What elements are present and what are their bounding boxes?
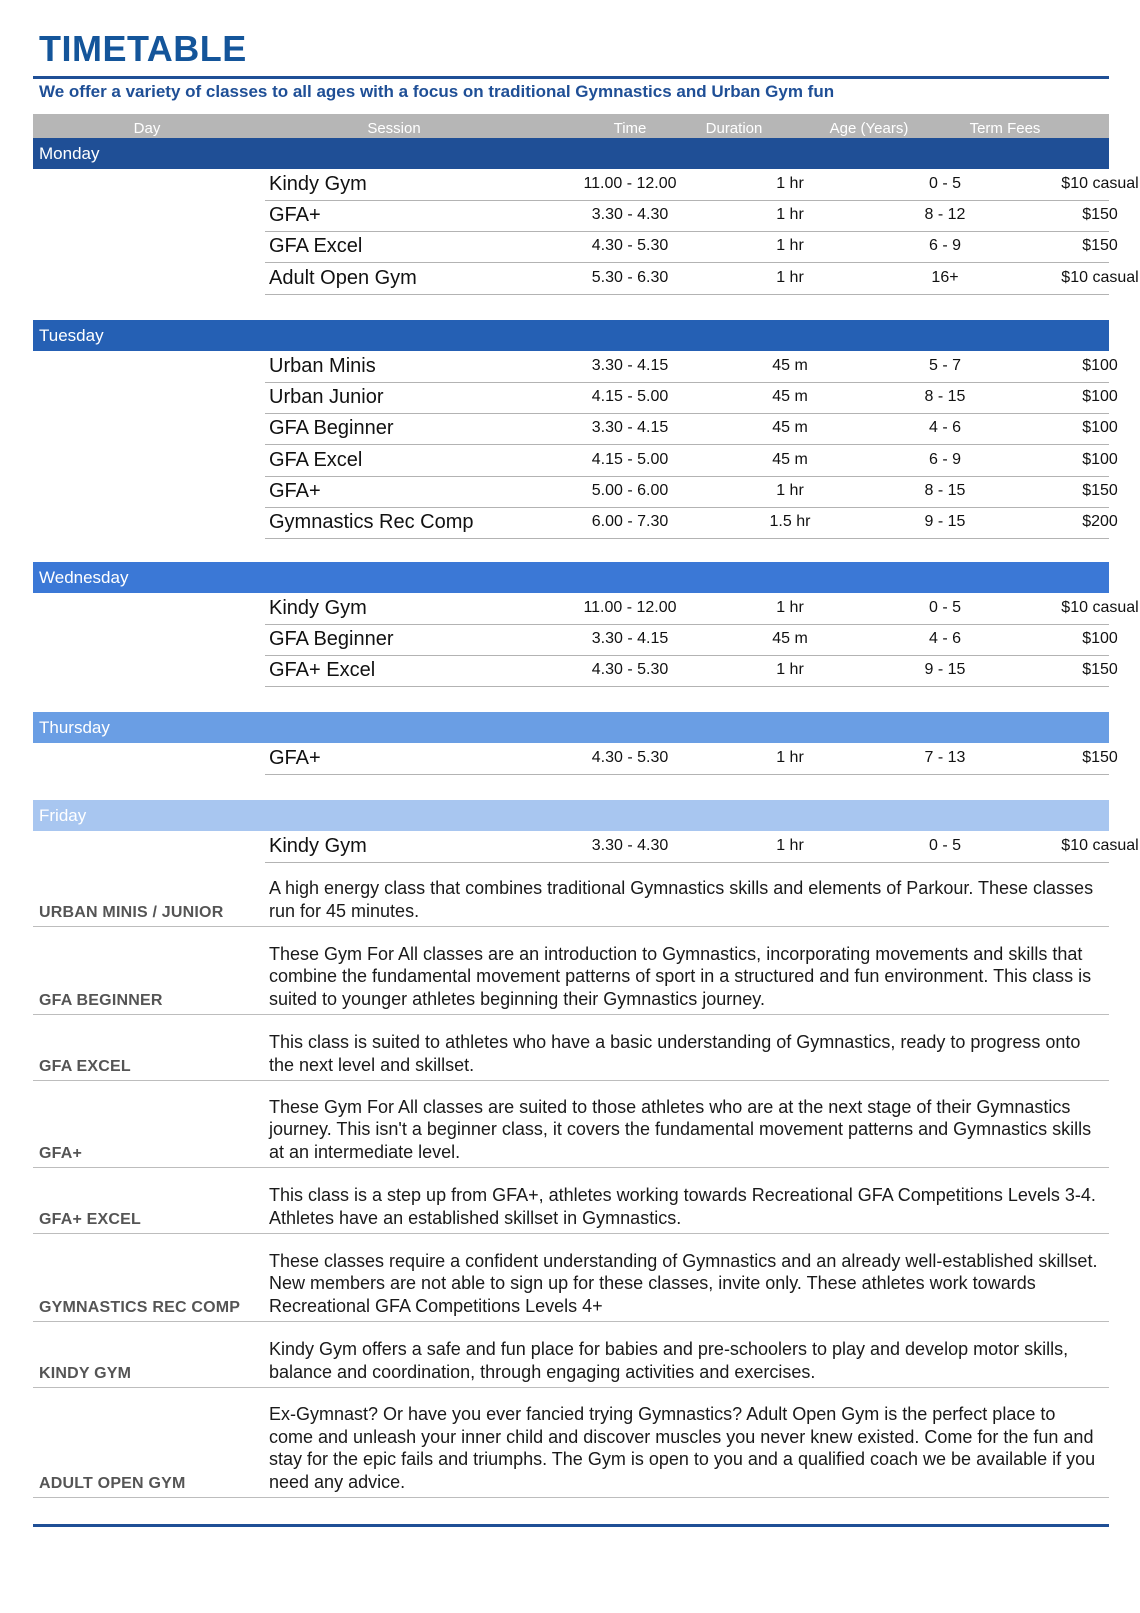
- description-class-name: GFA+: [39, 1145, 83, 1162]
- age-cell: 8 - 12: [924, 206, 966, 224]
- fee-cell: $10 casual: [1061, 268, 1139, 286]
- fee-cell: $150: [1082, 237, 1118, 255]
- description-row: [33, 1080, 1109, 1168]
- age-cell: 0 - 5: [928, 599, 961, 616]
- description-text: Ex-Gymnast? Or have you ever fancied trying Gymnastics? Adult Open Gym is the perfect place to come and unleash your inner child and discover muscles you never knew existed. Come for the fun and stay for the epic fails and triumphs. The Gym is open to you and a qualified coach we be available if you need any advice.: [269, 1404, 1096, 1492]
- age-cell: 4 - 6: [928, 419, 961, 437]
- duration-cell: 1 hr: [776, 837, 804, 854]
- duration-cell: 1 hr: [776, 481, 804, 499]
- description-text: This class is suited to athletes who have a basic understanding of Gymnastics, ready to progress onto the next level and skillset.: [269, 1032, 1081, 1075]
- time-cell: 3.30 - 4.30: [591, 206, 669, 224]
- time-cell: 3.30 - 4.15: [591, 630, 669, 648]
- table-row: [265, 412, 1118, 445]
- session-cell: GFA+: [269, 747, 321, 769]
- header-time: Time: [613, 120, 647, 137]
- age-cell: 0 - 5: [928, 837, 961, 854]
- description-text: Kindy Gym offers a safe and fun place for babies and pre-schoolers to play and develop motor skills, balance and coordination, through engaging activities and exercises.: [269, 1339, 1069, 1382]
- page-title: TIMETABLE: [39, 28, 247, 69]
- fee-cell: $150: [1082, 206, 1118, 224]
- description-class-name: GYMNASTICS REC COMP: [39, 1299, 241, 1316]
- description-class-name: GFA EXCEL: [39, 1058, 131, 1075]
- day-header-thursday: [33, 712, 1109, 743]
- day-header-wednesday: [33, 562, 1109, 593]
- session-cell: GFA Beginner: [269, 628, 394, 651]
- fee-cell: $150: [1082, 749, 1118, 766]
- age-cell: 5 - 7: [928, 357, 961, 374]
- duration-cell: 1 hr: [776, 237, 804, 255]
- description-class-name: GFA BEGINNER: [39, 992, 163, 1009]
- description-class-name: KINDY GYM: [39, 1365, 132, 1382]
- table-row: [265, 199, 1118, 232]
- description-text: This class is a step up from GFA+, athletes working towards Recreational GFA Competitions Levels 3-4. Athletes have an established skillset in Gymnastics.: [269, 1185, 1096, 1228]
- session-cell: GFA+: [269, 204, 321, 227]
- table-row: [265, 592, 1139, 625]
- description-row: [33, 1387, 1109, 1498]
- age-cell: 9 - 15: [924, 661, 966, 679]
- description-text: These Gym For All classes are an introduction to Gymnastics, incorporating movements and skills that combine the fundamental movement patterns of sport in a structured and fun environment. This class is suited to younger athletes beginning their Gymnastics journey.: [269, 943, 1092, 1009]
- header-term-fees: Term Fees: [969, 120, 1041, 137]
- description-text: These Gym For All classes are suited to those athletes who are at the next stage of their Gymnastics journey. This isn't a beginner class, it covers the fundamental movement patterns and Gymnastics skills at an intermediate level.: [269, 1096, 1092, 1162]
- day-header-friday: [33, 800, 1109, 831]
- table-row: [265, 350, 1118, 383]
- duration-cell: 1.5 hr: [769, 513, 811, 530]
- table-row: [265, 262, 1139, 295]
- time-cell: 4.30 - 5.30: [591, 661, 669, 679]
- fee-cell: $100: [1082, 357, 1118, 374]
- duration-cell: 1 hr: [776, 206, 804, 224]
- session-cell: Kindy Gym: [269, 173, 367, 195]
- day-label: Friday: [39, 806, 87, 825]
- time-cell: 4.15 - 5.00: [591, 388, 669, 406]
- description-text: A high energy class that combines traditional Gymnastics skills and elements of Parkour. These classes run for 45 minutes.: [269, 878, 1094, 921]
- table-row: [265, 654, 1118, 687]
- duration-cell: 45 m: [772, 450, 808, 468]
- fee-cell: $10 casual: [1061, 175, 1139, 192]
- day-header-tuesday: [33, 320, 1109, 351]
- time-cell: 5.30 - 6.30: [591, 268, 669, 286]
- header-age: Age (Years): [829, 120, 909, 137]
- session-cell: Gymnastics Rec Comp: [269, 511, 474, 533]
- description-class-name: GFA+ EXCEL: [39, 1211, 142, 1228]
- age-cell: 7 - 13: [924, 749, 966, 766]
- day-label: Tuesday: [39, 326, 104, 345]
- bottom-rule: [33, 1524, 1109, 1527]
- fee-cell: $150: [1082, 481, 1118, 499]
- time-cell: 5.00 - 6.00: [591, 481, 669, 499]
- duration-cell: 1 hr: [776, 268, 804, 286]
- session-cell: GFA Beginner: [269, 417, 394, 440]
- age-cell: 6 - 9: [928, 237, 961, 255]
- fee-cell: $100: [1082, 450, 1118, 468]
- time-cell: 4.30 - 5.30: [591, 749, 669, 766]
- duration-cell: 1 hr: [776, 175, 804, 192]
- session-cell: Urban Junior: [269, 386, 384, 409]
- table-row: [265, 381, 1118, 414]
- fee-cell: $10 casual: [1061, 599, 1139, 616]
- time-cell: 3.30 - 4.15: [591, 357, 669, 374]
- description-class-name: URBAN MINIS / JUNIOR: [39, 904, 224, 921]
- description-row: [33, 926, 1109, 1015]
- time-cell: 3.30 - 4.30: [591, 837, 669, 854]
- time-cell: 3.30 - 4.15: [591, 419, 669, 437]
- day-header-monday: [33, 138, 1109, 169]
- table-row: [265, 830, 1139, 863]
- time-cell: 6.00 - 7.30: [591, 513, 669, 530]
- description-row: [33, 862, 1109, 927]
- session-cell: GFA Excel: [269, 448, 363, 471]
- fee-cell: $200: [1082, 513, 1118, 530]
- time-cell: 4.30 - 5.30: [591, 237, 669, 255]
- session-cell: GFA+ Excel: [269, 659, 376, 682]
- duration-cell: 1 hr: [776, 749, 804, 766]
- table-row: [265, 444, 1118, 477]
- duration-cell: 45 m: [772, 388, 808, 406]
- time-cell: 4.15 - 5.00: [591, 450, 669, 468]
- age-cell: 6 - 9: [928, 450, 961, 468]
- fee-cell: $100: [1082, 630, 1118, 648]
- duration-cell: 1 hr: [776, 661, 804, 679]
- session-cell: Kindy Gym: [269, 835, 367, 857]
- table-row: [265, 506, 1118, 539]
- table-row: [265, 230, 1118, 263]
- age-cell: 8 - 15: [924, 481, 966, 499]
- time-cell: 11.00 - 12.00: [583, 175, 677, 192]
- session-cell: Urban Minis: [269, 355, 376, 377]
- header-session: Session: [367, 120, 421, 137]
- title-rule: [33, 76, 1109, 79]
- session-cell: Kindy Gym: [269, 597, 367, 619]
- fee-cell: $150: [1082, 661, 1118, 679]
- age-cell: 4 - 6: [928, 630, 961, 648]
- duration-cell: 45 m: [772, 630, 808, 648]
- day-label: Wednesday: [39, 568, 129, 587]
- day-label: Monday: [39, 144, 100, 163]
- session-cell: GFA Excel: [269, 235, 363, 258]
- time-cell: 11.00 - 12.00: [583, 599, 677, 616]
- day-label: Thursday: [39, 718, 110, 737]
- description-class-name: ADULT OPEN GYM: [39, 1475, 186, 1492]
- fee-cell: $10 casual: [1061, 837, 1139, 854]
- age-cell: 9 - 15: [924, 513, 966, 530]
- session-cell: Adult Open Gym: [269, 266, 417, 289]
- page-subtitle: We offer a variety of classes to all ages with a focus on traditional Gymnastics and Urban Gym fun: [39, 82, 835, 101]
- session-cell: GFA+: [269, 479, 321, 502]
- duration-cell: 1 hr: [776, 599, 804, 616]
- description-row: [33, 1321, 1109, 1388]
- description-text: These classes require a confident understanding of Gymnastics and an already well-established skillset. New members are not able to sign up for these classes, invite only. These athletes work towards Recreational GFA Competitions Levels 4+: [269, 1250, 1098, 1316]
- fee-cell: $100: [1082, 388, 1118, 406]
- header-duration: Duration: [705, 120, 763, 137]
- age-cell: 8 - 15: [924, 388, 966, 406]
- header-day: Day: [133, 120, 161, 137]
- table-row: [265, 623, 1118, 656]
- table-row: [265, 168, 1139, 201]
- age-cell: 16+: [931, 268, 959, 286]
- description-row: [33, 1233, 1109, 1322]
- table-row: [265, 475, 1118, 508]
- description-row: [33, 1167, 1109, 1234]
- table-row: [265, 742, 1118, 775]
- description-row: [33, 1014, 1109, 1081]
- duration-cell: 45 m: [772, 357, 808, 374]
- age-cell: 0 - 5: [928, 175, 961, 192]
- fee-cell: $100: [1082, 419, 1118, 437]
- duration-cell: 45 m: [772, 419, 808, 437]
